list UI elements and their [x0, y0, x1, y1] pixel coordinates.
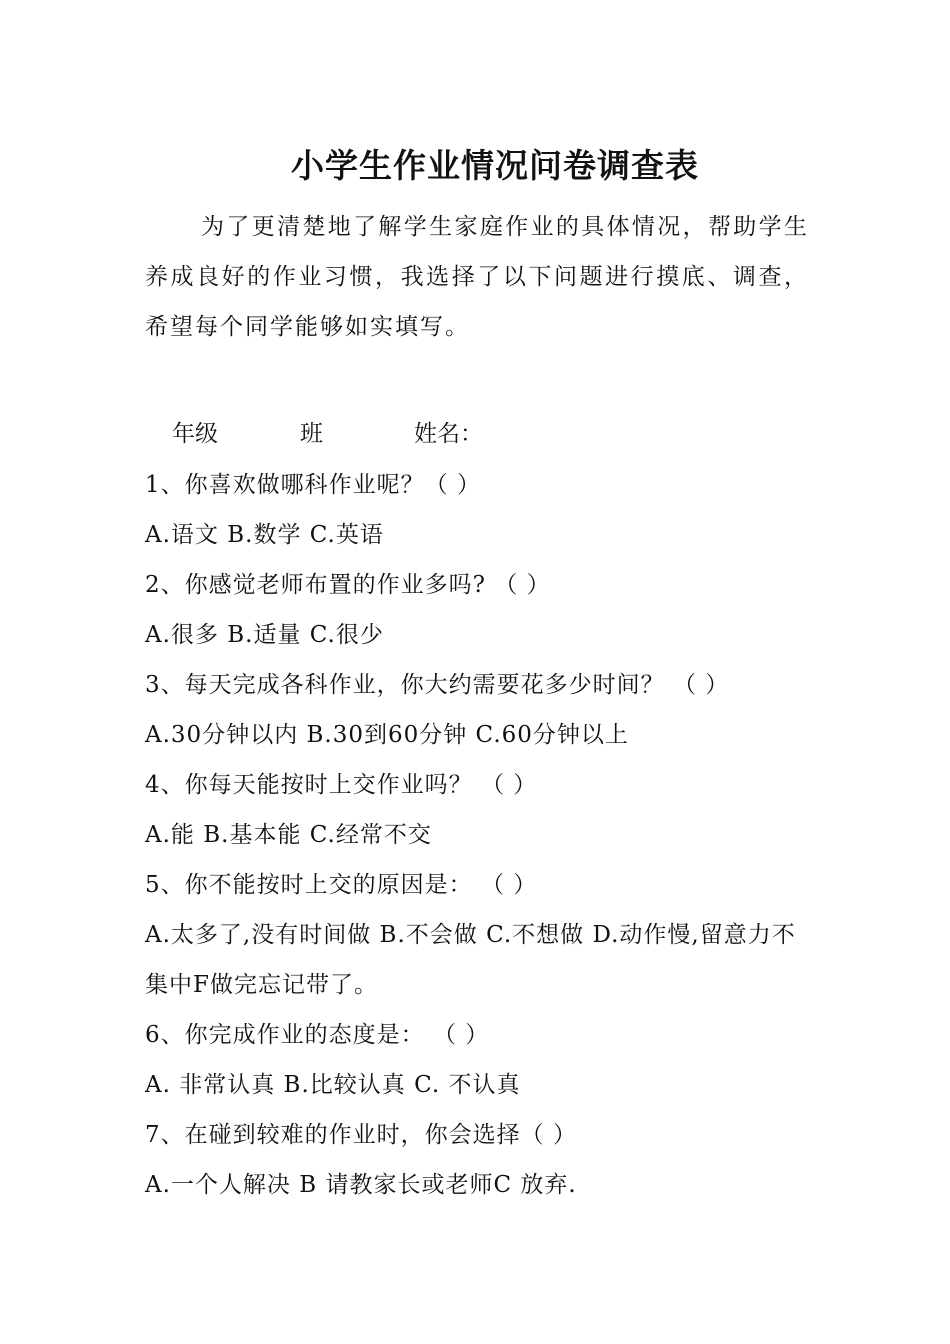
question-4: 4、你每天能按时上交作业吗？ （ ）: [145, 772, 538, 798]
name-label: 姓名：: [414, 421, 483, 447]
question-7: 7、在碰到较难的作业时，你会选择（ ）: [145, 1122, 577, 1148]
question-2: 2、你感觉老师布置的作业多吗? （ ）: [145, 572, 551, 598]
grade-label: 年级: [172, 421, 218, 447]
question-5: 5、你不能按时上交的原因是： （ ）: [145, 872, 538, 898]
question-list: [145, 460, 815, 1210]
options-7: A.一个人解决 B 请教家长或老师C 放弃.: [145, 1172, 577, 1198]
options-2: A.很多 B.适量 C.很少: [145, 622, 384, 648]
question-6: 6、你完成作业的态度是： （ ）: [145, 1022, 490, 1048]
options-4: A.能 B.基本能 C.经常不交: [145, 822, 432, 848]
options-3: A.30分钟以内 B.30到60分钟 C.60分钟以上: [145, 722, 629, 748]
options-1: A.语文 B.数学 C.英语: [145, 522, 384, 548]
intro-paragraph: 为了更清楚地了解学生家庭作业的具体情况，帮助学生养成良好的作业习惯，我选择了以下问题进行摸底、调查，希望每个同学能够如实填写。: [145, 214, 809, 340]
question-1: 1、你喜欢做哪科作业呢？（ ）: [145, 472, 481, 498]
student-info-fields: [172, 415, 483, 453]
question-3: 3、每天完成各科作业，你大约需要花多少时间？ （ ）: [145, 672, 730, 698]
page-title: 小学生作业情况问卷调查表: [291, 146, 699, 185]
options-5: A.太多了,没有时间做 B.不会做 C.不想做 D.动作慢,留意力不集中F做完忘记带了。: [145, 922, 796, 998]
options-6: A. 非常认真 B.比较认真 C. 不认真: [145, 1072, 521, 1098]
class-label: 班: [300, 421, 323, 447]
